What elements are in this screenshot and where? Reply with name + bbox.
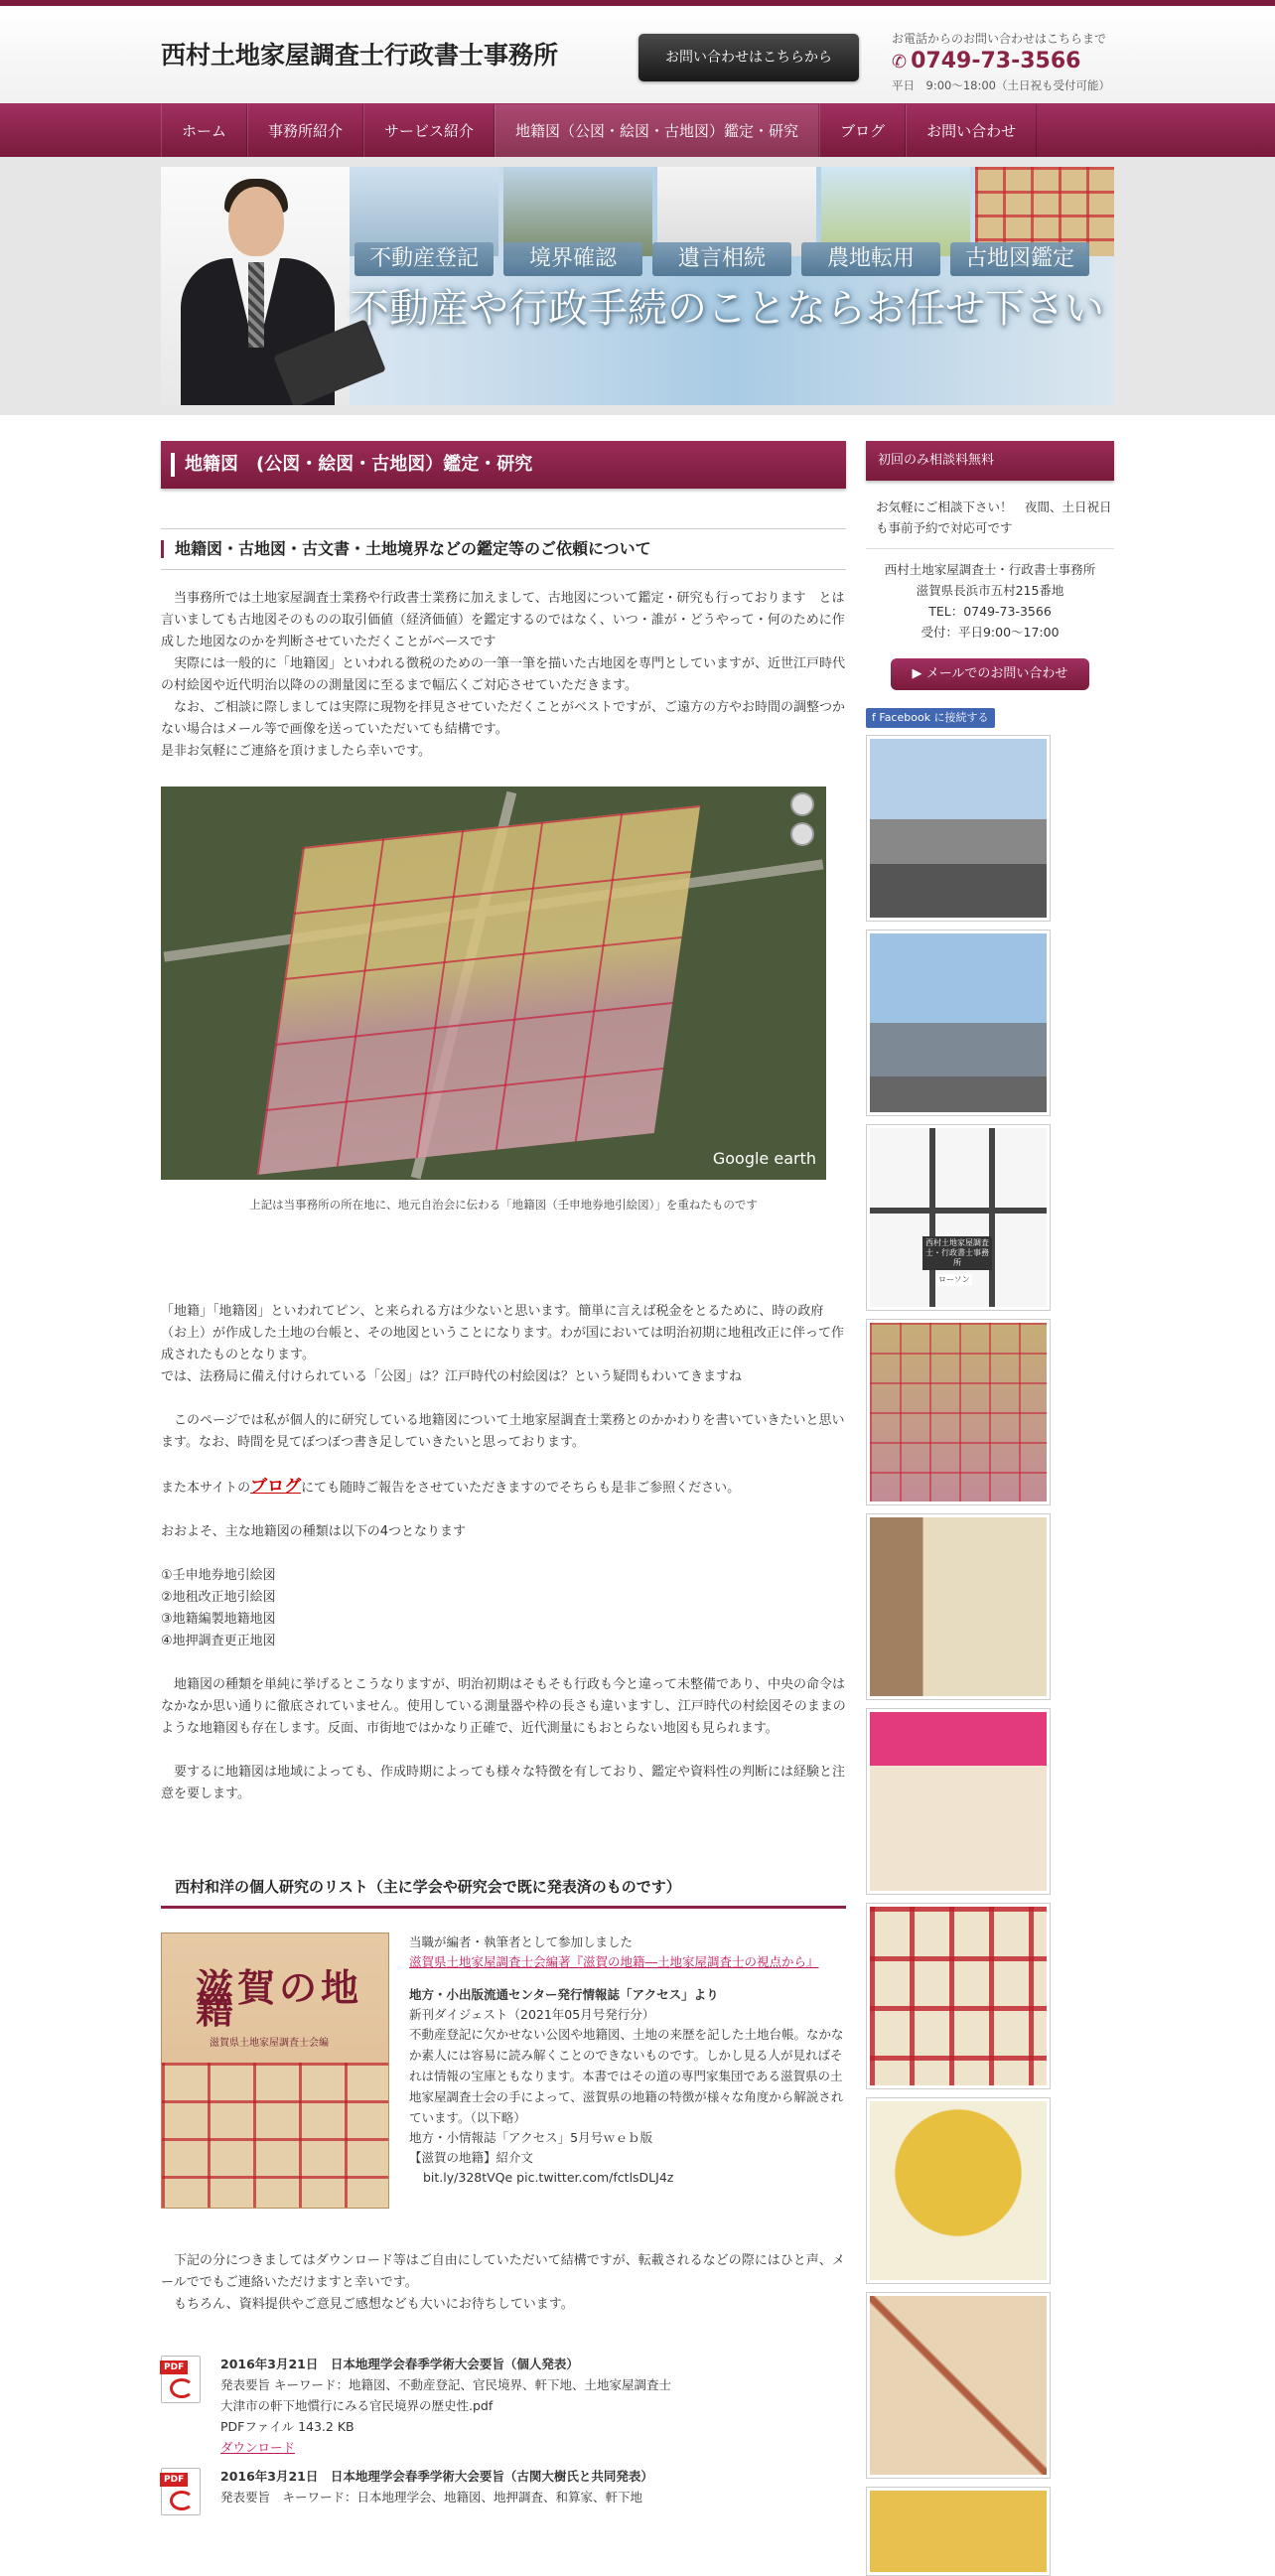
map-caption: 上記は当事務所の所在地に、地元自治会に伝わる「地籍図（壬申地券地引絵図）」を重ねたものです — [249, 1198, 758, 1212]
book-title: 滋賀の地籍 — [196, 1965, 363, 2032]
page-title: 地籍図 (公図・絵図・古地図）鑑定・研究 — [161, 441, 846, 489]
sidebar-photo[interactable] — [866, 2487, 1051, 2576]
sidebar-address: 滋賀県長浜市五村215番地 — [916, 583, 1064, 598]
hero-tag-inheritance: 遺言相続 — [652, 242, 791, 276]
facebook-connect-button[interactable] — [866, 708, 995, 728]
sidebar-office-info — [866, 559, 1114, 643]
body-paragraph: このページでは私が個人的に研究している地籍図について土地家屋調査士業務とのかかわりを書いていきたいと思います。なお、時間を見てぼつぼつ書き足していきたいと思っております。 — [161, 1413, 845, 1450]
tel-number[interactable] — [892, 48, 1120, 76]
research-line: 地方・小出版流通センター発行情報誌「アクセス」より — [409, 1987, 719, 2002]
hero-service-tags — [354, 242, 1089, 276]
sidebar-photo[interactable] — [866, 1513, 1051, 1700]
blog-text-after: にても随時ご報告をさせていただきますのでそちらも是非ご参照ください。 — [301, 1481, 741, 1496]
download-note-paragraph: 下記の分につきましてはダウンロード等はご自由にしていただいて結構ですが、転載されるなどの際にはひと声、メールででもご連絡いただけますと幸いです。 — [161, 2253, 845, 2290]
access-map-lawson-label: ローソン — [938, 1275, 970, 1284]
pdf-icon[interactable] — [161, 2468, 201, 2515]
intro-paragraph: 実際には一般的に「地籍図」といわれる徴税のための一筆一筆を描いた古地図を専門としていますが、近世江戸時代の村絵図や近代明治以降のの測量図に至るまで幅広くご対応させていただきます。 — [161, 656, 846, 693]
nav-about[interactable]: 事務所紹介 — [247, 104, 363, 158]
sidebar-consult — [866, 497, 1114, 538]
download-title: 2016年3月21日 日本地理学会春季学術大会要旨（古関大樹氏と共同発表） — [220, 2469, 653, 2484]
nav-services[interactable]: サービス紹介 — [363, 104, 495, 158]
book-subtitle: 滋賀県土地家屋調査士会編 — [210, 2038, 329, 2049]
tel-number-text: 0749-73-3566 — [911, 49, 1081, 73]
blog-text-before: また本サイトの — [161, 1481, 251, 1496]
download-keywords: 発表要旨 キーワード：日本地理学会、地籍図、地押調査、和算家、軒下地 — [220, 2490, 643, 2504]
sidebar-tel: TEL：0749-73-3566 — [928, 604, 1052, 619]
book-link[interactable]: 滋賀県土地家屋調査士会編著『滋賀の地籍―土地家屋調査士の視点から』 — [409, 1954, 819, 1969]
hero-tag-boundary: 境界確認 — [503, 242, 642, 276]
phone-icon: ✆ — [892, 52, 908, 72]
type-item: ②地租改正地引絵図 — [161, 1590, 276, 1605]
body-text — [161, 1301, 846, 1805]
nav-blog[interactable]: ブログ — [819, 104, 906, 158]
intro-text — [161, 588, 846, 763]
research-text — [409, 1932, 846, 2188]
tel-block — [892, 30, 1120, 94]
sidebar-consult-text: お気軽にご相談下さい！ 夜間、土日祝日も事前予約で対応可です — [876, 500, 1112, 535]
sidebar-divider — [866, 548, 1114, 549]
download-keywords: 発表要旨 キーワード：地籍図、不動産登記、官民境界、軒下地、土地家屋調査士 — [220, 2377, 671, 2392]
nav-home[interactable]: ホーム — [161, 104, 247, 158]
download-file: 大津市の軒下地慣行にみる官民境界の歴史性.pdf — [220, 2398, 494, 2413]
sidebar-access-map[interactable] — [866, 1124, 1051, 1311]
map-pan-icon[interactable] — [790, 822, 814, 846]
body-paragraph: では、法務局に備え付けられている「公図」は？江戸時代の村絵図は？という疑問もわいてきますね — [161, 1369, 743, 1384]
hero-banner — [161, 167, 1114, 405]
research-line: 【滋賀の地籍】紹介文 — [409, 2150, 534, 2165]
download-link[interactable]: ダウンロード — [220, 2440, 296, 2455]
sidebar-photo[interactable] — [866, 735, 1051, 922]
pdf-icon[interactable] — [161, 2356, 201, 2403]
nav-contact[interactable]: お問い合わせ — [906, 104, 1037, 158]
contact-button[interactable]: お問い合わせはこちらから — [638, 34, 859, 81]
sidebar-office-name: 西村土地家屋調査士・行政書士事務所 — [884, 562, 1096, 577]
types-note: 地籍図の種類を単純に挙げるとこうなりますが、明治初期はそもそも行政も今と違って未整備であり、中央の命令はなかなか思い通りに徹底されていません。使用している測量器や枠の長さも違いますし、江戸時代の村絵図そのままのような地籍図も存在します。反面、市街地ではかなり正確で、近代測量にもおとらない地図も見られます。 — [161, 1677, 846, 1736]
cadastral-overlay-map[interactable] — [161, 787, 826, 1180]
research-block — [161, 1932, 846, 2220]
map-watermark: Google earth — [712, 1149, 816, 1168]
download-item — [161, 2354, 846, 2458]
types-note: 要するに地籍図は地域によっても、作成時期によっても様々な特徴を有しており、鑑定や資料性の判断には経験と注意を要します。 — [161, 1765, 846, 1801]
sidebar-title: 初回のみ相談料無料 — [866, 441, 1114, 481]
blog-paragraph — [161, 1476, 846, 1500]
map-zoom-controls[interactable] — [790, 792, 820, 931]
hero-person — [161, 167, 350, 405]
facebook-icon: f — [872, 711, 880, 724]
hero-band — [0, 157, 1275, 415]
hero-slogan: 不動産や行政手続のことならお任せ下さい — [350, 286, 1104, 332]
sidebar-photo[interactable] — [866, 1319, 1051, 1505]
sidebar-hours: 受付：平日9:00〜17:00 — [921, 625, 1060, 640]
research-line: 不動産登記に欠かせない公図や地籍図、土地の来歴を記した土地台帳。なかなか素人には容易に読み解くことのできないものです。しかし見る人が見ればそれは情報の宝庫ともなります。本書ではその道の専門家集団である滋賀県の土地家屋調査士会の手によって、滋賀県の地籍の特徴が様々な角度から解説されています。（以下略） — [409, 2027, 844, 2125]
type-item: ③地籍編製地籍地図 — [161, 1612, 276, 1627]
download-title: 2016年3月21日 日本地理学会春季学術大会要旨（個人発表） — [220, 2357, 579, 2371]
download-size: PDFファイル 143.2 KB — [220, 2419, 354, 2434]
facebook-label: Facebook に接続する — [879, 711, 989, 724]
access-map-office-label: 西村土地家屋調査士・行政書士事務所 — [922, 1236, 992, 1270]
site-header — [0, 6, 1275, 103]
download-note — [161, 2250, 846, 2316]
research-title: 西村和洋の個人研究のリスト（主に学会や研究会で既に発表済のものです） — [161, 1867, 846, 1909]
site-title[interactable]: 西村土地家屋調査士行政書士事務所 — [161, 41, 559, 70]
research-line: 地方・小情報誌「アクセス」5月号ｗｅｂ版 — [409, 2130, 653, 2145]
types-intro: おおよそ、主な地籍図の種類は以下の4つとなります — [161, 1524, 467, 1539]
hero-tag-old-map: 古地図鑑定 — [950, 242, 1089, 276]
sidebar-photo[interactable] — [866, 930, 1051, 1116]
main-content — [161, 441, 846, 2507]
tel-note: お電話からのお問い合わせはこちらまで — [892, 32, 1107, 46]
sidebar-mail-button[interactable]: ▶ メールでのお問い合わせ — [891, 658, 1089, 690]
research-line: 新刊ダイジェスト（2021年05月号発行分） — [409, 2007, 655, 2022]
sidebar-photo[interactable] — [866, 2292, 1051, 2479]
tel-hours: 平日 9:00〜18:00（土日祝も受付可能） — [892, 78, 1110, 92]
sidebar-photo[interactable] — [866, 1708, 1051, 1895]
download-note-paragraph: もちろん、資料提供やご意見ご感想なども大いにお待ちしています。 — [161, 2297, 574, 2312]
blog-link[interactable]: ブログ — [250, 1477, 302, 1497]
book-cover[interactable] — [161, 1932, 389, 2209]
type-item: ①壬申地券地引絵図 — [161, 1568, 276, 1583]
type-item: ④地押調査更正地図 — [161, 1634, 276, 1648]
pdf-badge: PDF — [160, 2361, 188, 2374]
sidebar — [866, 441, 1114, 2576]
research-line: 当職が編者・執筆者として参加しました — [409, 1934, 634, 1949]
research-line: bit.ly/328tVQe pic.twitter.com/fctlsDLJ4z — [423, 2170, 674, 2185]
body-paragraph: 「地籍」「地籍図」といわれてピン、と来られる方は少ないと思います。簡単に言えば税金をとるために、時の政府（お上）が作成した土地の台帳と、その地図ということになります。わが国においては明治初期に地租改正に伴って作成されたものとなります。 — [161, 1304, 844, 1362]
nav-cadastral-maps[interactable]: 地籍図（公図・絵図・古地図）鑑定・研究 — [495, 104, 819, 158]
section-title: 地籍図・古地図・古文書・土地境界などの鑑定等のご依頼について — [161, 528, 846, 570]
download-item — [161, 2466, 846, 2507]
pdf-badge: PDF — [160, 2473, 188, 2487]
sidebar-mail-label: メールでのお問い合わせ — [925, 666, 1068, 681]
intro-paragraph: 是非お気軽にご連絡を頂けましたら幸いです。 — [161, 744, 431, 759]
intro-paragraph: 当事務所では土地家屋調査士業務や行政書士業務に加えまして、古地図について鑑定・研究も行っております とは言いましても古地図そのものの取引価値（経済価値）を鑑定するのではなく、いつ・誰が・どうやって・何のために作成した地図なのかを判断させていただくことがベースです — [161, 591, 845, 649]
sidebar-photo[interactable] — [866, 1903, 1051, 2089]
sidebar-photo[interactable] — [866, 2097, 1051, 2284]
intro-paragraph: なお、ご相談に際しましては実際に現物を拝見させていただくことがベストですが、ご遠方の方やお時間の調整つかない場合はメール等で画像を送っていただいても結構です。 — [161, 700, 846, 737]
hero-tag-registration: 不動産登記 — [354, 242, 494, 276]
main-nav — [0, 103, 1275, 157]
map-rotate-icon[interactable] — [790, 792, 814, 816]
hero-tag-farmland: 農地転用 — [801, 242, 940, 276]
